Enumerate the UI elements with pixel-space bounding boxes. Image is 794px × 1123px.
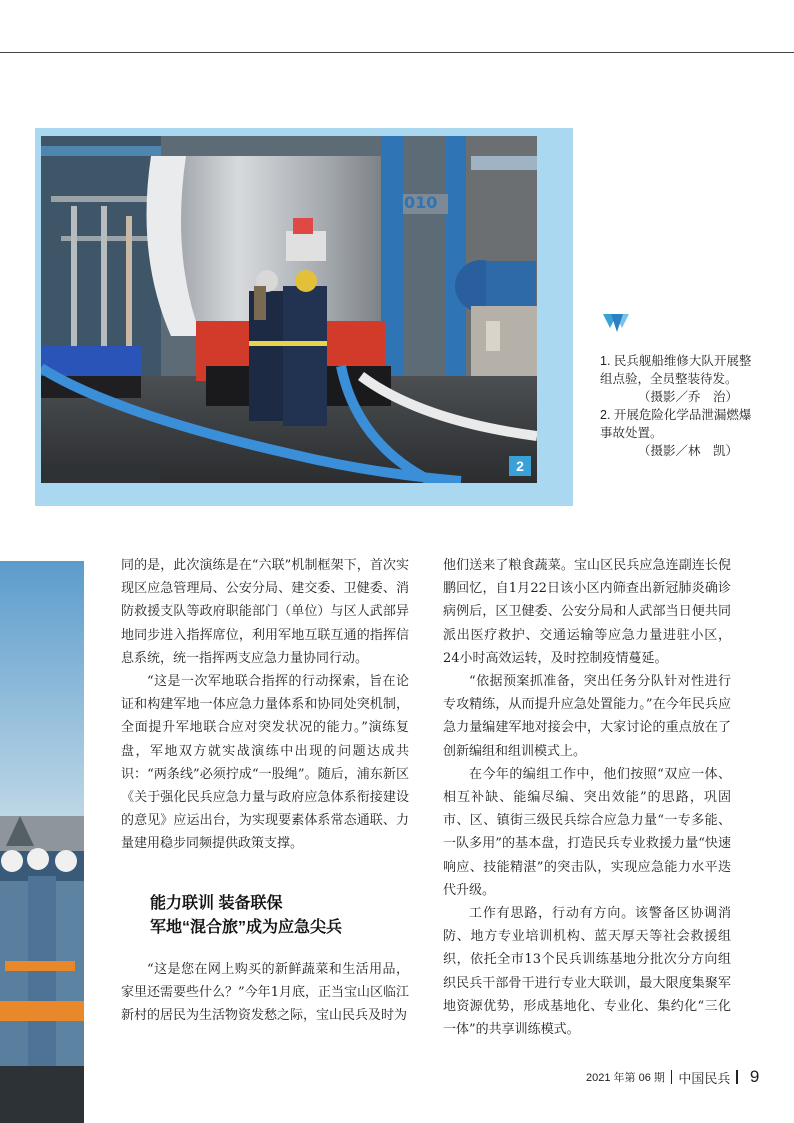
footer-divider xyxy=(671,1070,673,1084)
paragraph: “这是一次军地联合指挥的行动探索，旨在论证和构建军地一体应急力量体系和协同处突机制，全面提升军地联合应对突发状况的能力。”演练复盘，军地双方就实战演练中出现的问题达成共识：“两条线”必须拧成“一股绳”。随后，浦东新区《关于强化民兵应急力量与政府应急体系衔接建设的意见》应运出台，为实现要素体系常态通联、力量建用稳步同频提供政策支撑。 xyxy=(121,674,409,852)
caption-1-credit: （摄影／乔 治） xyxy=(638,390,739,404)
magazine-name: 中国民兵 xyxy=(678,1070,731,1086)
footer-divider xyxy=(736,1070,738,1084)
header-rule xyxy=(0,52,794,53)
article-column-right xyxy=(443,554,731,1041)
triangle-marker-icon xyxy=(603,314,633,334)
paragraph: 在今年的编组工作中，他们按照“双应一体、相互补缺、能编尽编、突出效能”的思路，巩固市、区、镇街三级民兵综合应急力量“一专多能、一队多用”的基本盘，打造民兵专业救援力量“快速响应、技能精湛”的突击队，实现应急能力水平迭代升级。 xyxy=(443,766,731,898)
paragraph: 工作有思路，行动有方向。该警备区协调消防、地方专业培训机构、蓝天厚天等社会救援组织，依托全市13个民兵训练基地分批次分方向组织民兵干部骨干进行专业大联训，最大限度集聚军地资源优势，形成基地化、专业化、集约化“三化一体”的共享训练模式。 xyxy=(443,906,731,1038)
caption-2-credit: （摄影／林 凯） xyxy=(638,444,739,458)
militia-side-photo xyxy=(0,561,84,1123)
photo-captions xyxy=(600,352,760,460)
paragraph: 同的是，此次演练是在“六联”机制框架下，首次实现区应急管理局、公安分局、建交委、卫健委、消防救援支队等政府职能部门（单位）与区人武部异地同步进入指挥席位，利用军地互联互通的指挥信息系统，统一指挥两支应急力量协同行动。 xyxy=(121,558,409,666)
photo-number-badge: 2 xyxy=(509,456,531,476)
paragraph: 他们送来了粮食蔬菜。宝山区民兵应急连副连长倪鹏回忆，自1月22日该小区内筛查出新冠肺炎确诊病例后，区卫健委、公安分局和人武部当日便共同派出医疗救护、交通运输等应急力量进驻小区，24小时高效运转，及时控制疫情蔓延。 xyxy=(443,558,731,666)
caption-1: 1. 民兵舰船维修大队开展整组点验，全员整装待发。 xyxy=(600,354,752,386)
hazmat-drill-photo xyxy=(41,136,537,483)
issue-label: 2021 年第 06 期 xyxy=(586,1072,665,1084)
subheading-line-2: 军地“混合旅”成为应急尖兵 xyxy=(150,919,343,936)
article-column-left-continued xyxy=(121,958,409,1028)
tank-label: 010 xyxy=(404,193,438,212)
paragraph: “依据预案抓准备，突出任务分队针对性进行专攻精练，从而提升应急处置能力。”在今年民兵应急力量编建军地对接会中，大家讨论的重点放在了创新编组和组训模式上。 xyxy=(443,674,731,759)
article-column-left xyxy=(121,554,409,856)
section-subheading xyxy=(150,892,410,940)
subheading-line-1: 能力联训 装备联保 xyxy=(150,895,283,912)
caption-2: 2. 开展危险化学品泄漏燃爆事故处置。 xyxy=(600,408,752,440)
page-number: 9 xyxy=(749,1067,760,1086)
page-footer xyxy=(586,1067,759,1087)
paragraph: “这是您在网上购买的新鲜蔬菜和生活用品，家里还需要些什么？”今年1月底，正当宝山区临江新村的居民为生活物资发愁之际，宝山民兵及时为 xyxy=(121,962,409,1024)
